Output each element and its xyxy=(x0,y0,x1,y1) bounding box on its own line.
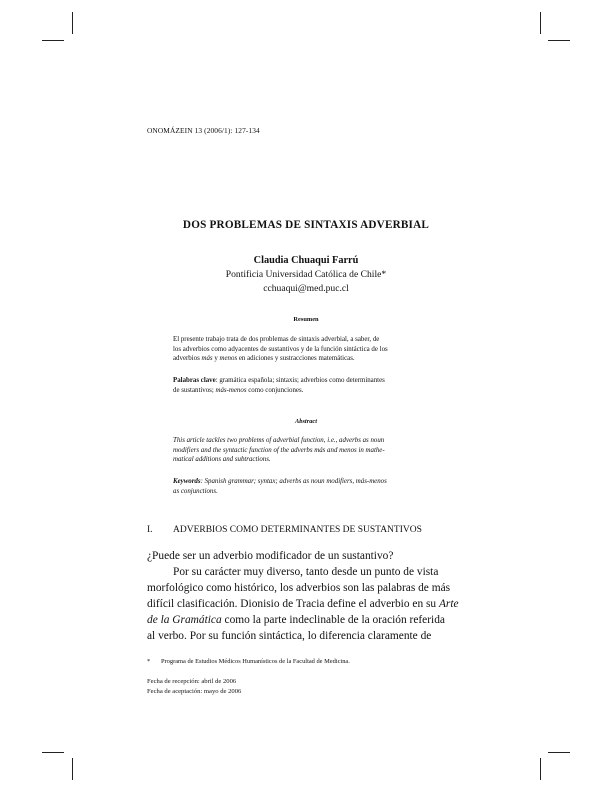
crop-mark xyxy=(42,40,64,41)
body-line: morfológico como histórico, los adverbios son las palabras de más xyxy=(147,582,451,594)
abstract-line: modifiers and the syntactic function of the adverbs más and menos in mathe- xyxy=(173,446,385,454)
body-line: al verbo. Por su función sintáctica, lo diferencia claramente de xyxy=(147,630,432,642)
footnote-text: Programa de Estudios Médicos Humanísticos de la Facultad de Medicina. xyxy=(161,658,350,665)
crop-mark xyxy=(42,752,64,753)
journal-reference: ONOMÁZEIN 13 (2006/1): 127-134 xyxy=(147,126,260,135)
submission-dates xyxy=(147,677,241,696)
crop-mark xyxy=(548,40,570,41)
footnote-mark: * xyxy=(147,658,151,665)
crop-mark xyxy=(72,12,73,34)
resumen-heading: Resumen xyxy=(293,316,319,323)
crop-mark xyxy=(548,752,570,753)
body-line: difícil clasificación. Dionisio de Tracia define el adverbio en su Arte xyxy=(147,598,459,610)
section-number: I. xyxy=(147,525,153,535)
resumen-line: adverbios más y menos en adiciones y sustracciones matemáticas. xyxy=(173,355,355,363)
palabras-clave-label: Palabras clave xyxy=(173,377,216,384)
crop-mark xyxy=(72,758,73,780)
body-line: ¿Puede ser un adverbio modificador de un sustantivo? xyxy=(147,550,394,562)
keywords: Keywords: Spanish grammar; syntax; adverbs as noun modifiers, más-menos as conjunctions. xyxy=(173,478,387,495)
body-line: Por su carácter muy diverso, tanto desde un punto de vista xyxy=(173,566,439,578)
date-received: Fecha de recepción: abril de 2006 xyxy=(147,678,237,685)
crop-mark xyxy=(540,12,541,34)
resumen-line: El presente trabajo trata de dos problemas de sintaxis adverbial, a saber, de xyxy=(173,336,380,343)
palabras-clave: Palabras clave: gramática española; sintaxis; adverbios como determinantes de sustantivos; más-menos como conjunciones. xyxy=(173,377,385,394)
resumen-text xyxy=(173,335,441,364)
section-title: ADVERBIOS COMO DETERMINANTES DE SUSTANTIVOS xyxy=(173,525,422,535)
abstract-line: This article tackles two problems of adverbial function, i.e., adverbs as noun xyxy=(173,437,385,444)
abstract-line: matical additions and subtractions. xyxy=(173,456,271,464)
crop-mark xyxy=(540,758,541,780)
body-line: de la Gramática como la parte indeclinable de la oración referida xyxy=(147,614,445,626)
date-accepted: Fecha de aceptación: mayo de 2006 xyxy=(147,687,242,695)
author-affiliation: Pontificia Universidad Católica de Chile* xyxy=(225,269,387,280)
article-title: DOS PROBLEMAS DE SINTAXIS ADVERBIAL xyxy=(182,219,430,231)
body-text xyxy=(147,548,465,644)
keywords-label: Keywords xyxy=(173,478,201,485)
abstract-text xyxy=(173,436,441,465)
abstract-heading: Abstract xyxy=(294,418,317,425)
resumen-line: los adverbios como adyacentes de sustantivos y de la función sintáctica de los xyxy=(173,345,388,353)
author-name: Claudia Chuaqui Farrú xyxy=(253,255,359,266)
author-email: cchuaqui@med.puc.cl xyxy=(263,283,349,294)
